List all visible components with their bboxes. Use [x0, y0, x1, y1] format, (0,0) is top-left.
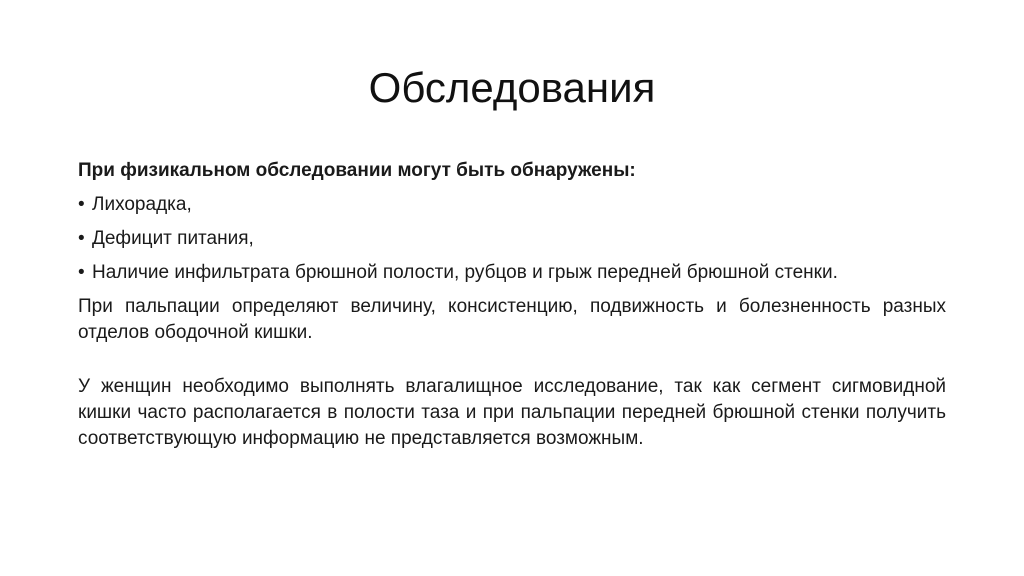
paragraph-women-exam: У женщин необходимо выполнять влагалищное исследование, так как сегмент сигмовидной кишки часто располагается в полости таза и при пальпации передней брюшной стенки получить соответствующую информацию не представляется возможным. — [78, 376, 946, 449]
lead-text: При физикальном обследовании могут быть обнаружены: — [78, 160, 636, 181]
bullet-dot-icon: • — [78, 194, 85, 215]
bullet-text: Дефицит питания, — [92, 228, 254, 249]
bullet-item — [78, 260, 946, 286]
bullet-text: Наличие инфильтрата брюшной полости, рубцов и грыж передней брюшной стенки. — [92, 262, 838, 283]
paragraph-palpation: При пальпации определяют величину, консистенцию, подвижность и болезненность разных отделов ободочной кишки. — [78, 296, 946, 343]
slide-title: Обследования — [368, 64, 656, 111]
bullet-dot-icon: • — [78, 228, 85, 249]
bullet-item — [78, 192, 946, 218]
bullet-dot-icon: • — [78, 262, 85, 283]
bullet-item — [78, 226, 946, 252]
bullet-text: Лихорадка, — [92, 194, 192, 215]
slide-content — [78, 158, 946, 452]
